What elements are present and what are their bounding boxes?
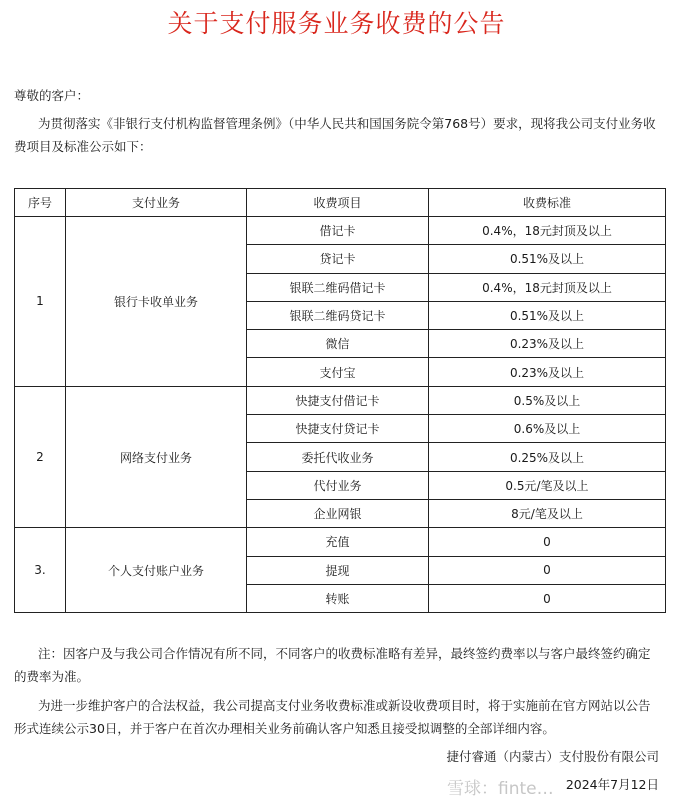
- intro-paragraph: 为贯彻落实《非银行支付机构监督管理条例》（中华人民共和国国务院令第768号）要求，现将我公司支付业务收费项目及标准公示如下：: [14, 116, 656, 154]
- announcement-date: 2024年7月12日: [565, 777, 659, 792]
- header-item: 收费项目: [247, 189, 429, 217]
- fee-standard: 0.5元/笔及以上: [429, 471, 666, 499]
- fee-item: 贷记卡: [247, 245, 429, 273]
- notice-paragraph: 为进一步维护客户的合法权益，我公司提高支付业务收费标准或新设收费项目时，将于实施前在官方网站以公告形式连续公示30日，并于客户在首次办理相关业务前确认客户知悉且接受拟调整的全部详细内容。: [14, 698, 651, 736]
- fee-standard: 0.23%及以上: [429, 358, 666, 386]
- fee-standard: 0.5%及以上: [429, 386, 666, 414]
- fee-standard: 0: [429, 584, 666, 612]
- header-no: 序号: [15, 189, 66, 217]
- row-number: 1: [15, 217, 66, 387]
- fee-item: 提现: [247, 556, 429, 584]
- greeting: 尊敬的客户：: [14, 88, 90, 103]
- fee-item: 快捷支付贷记卡: [247, 415, 429, 443]
- table-row: [15, 386, 666, 414]
- fee-item: 快捷支付借记卡: [247, 386, 429, 414]
- fee-item: 银联二维码借记卡: [247, 273, 429, 301]
- fee-item: 企业网银: [247, 499, 429, 527]
- fee-standard: 0.23%及以上: [429, 330, 666, 358]
- fee-standard: 0: [429, 528, 666, 556]
- row-number: 2: [15, 386, 66, 527]
- fee-item: 支付宝: [247, 358, 429, 386]
- table-row: [15, 217, 666, 245]
- page-title: 关于支付服务业务收费的公告: [167, 9, 506, 38]
- header-business: 支付业务: [66, 189, 247, 217]
- fee-item: 委托代收业务: [247, 443, 429, 471]
- company-name: 捷付睿通（内蒙古）支付股份有限公司: [446, 749, 659, 764]
- table-header-row: [15, 189, 666, 217]
- fee-item: 微信: [247, 330, 429, 358]
- fee-item: 代付业务: [247, 471, 429, 499]
- fee-standard: 0.4%，18元封顶及以上: [429, 217, 666, 245]
- fee-item: 银联二维码贷记卡: [247, 301, 429, 329]
- business-name: 网络支付业务: [66, 386, 247, 527]
- fee-standard: 0.6%及以上: [429, 415, 666, 443]
- fee-item: 充值: [247, 528, 429, 556]
- fee-standard: 0.4%，18元封顶及以上: [429, 273, 666, 301]
- note-paragraph: 注：因客户及与我公司合作情况有所不同，不同客户的收费标准略有差异，最终签约费率以与客户最终签约确定的费率为准。: [14, 646, 651, 684]
- business-name: 个人支付账户业务: [66, 528, 247, 613]
- fee-standard: 0.51%及以上: [429, 245, 666, 273]
- fee-item: 转账: [247, 584, 429, 612]
- header-fee: 收费标准: [429, 189, 666, 217]
- fee-standard: 0.51%及以上: [429, 301, 666, 329]
- fee-table: [14, 188, 666, 613]
- fee-standard: 0.25%及以上: [429, 443, 666, 471]
- fee-standard: 8元/笔及以上: [429, 499, 666, 527]
- fee-standard: 0: [429, 556, 666, 584]
- business-name: 银行卡收单业务: [66, 217, 247, 387]
- watermark: 雪球：finte…: [447, 779, 554, 799]
- row-number: 3.: [15, 528, 66, 613]
- fee-item: 借记卡: [247, 217, 429, 245]
- table-row: [15, 528, 666, 556]
